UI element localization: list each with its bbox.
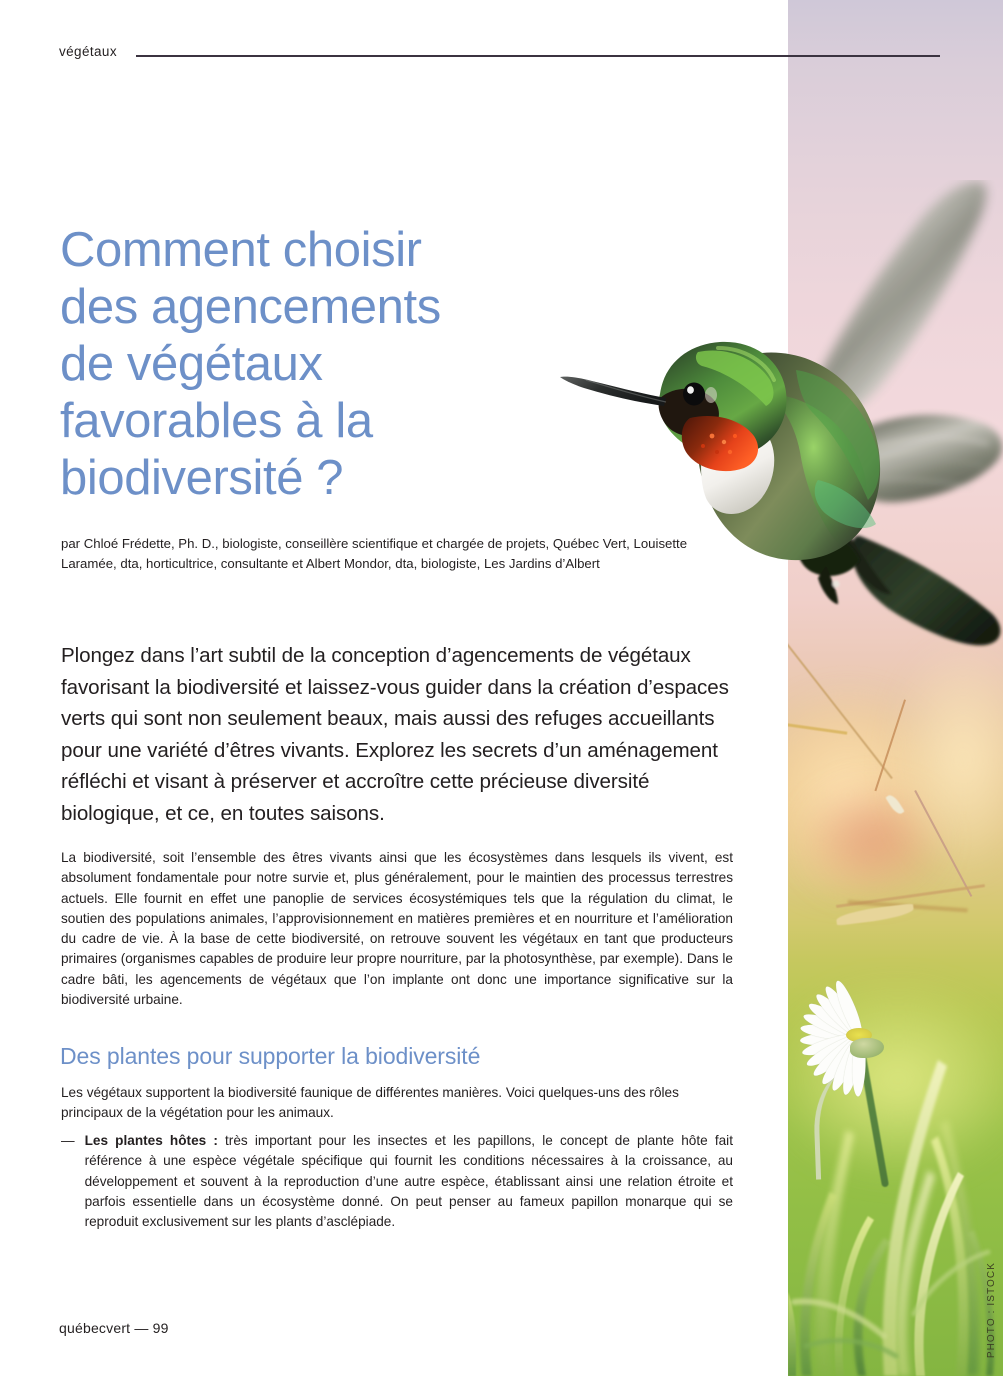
daisy-flower bbox=[796, 988, 946, 1198]
photo-bokeh-bloom bbox=[888, 640, 1003, 880]
daisy-calyx bbox=[850, 1038, 884, 1058]
header-rule bbox=[136, 55, 940, 57]
bullet-rest: très important pour les insectes et les papillons, le concept de plante hôte fait référence à une espèce végétale spécifique qui fournit les conditions nécessaires à la croissance, au développement et souvent à la reproduction d’une autre espèce, établissant ainsi une relation étroite et parfois essentielle dans un écosystème donné. On peut penser au fameux papillon monarque qui se reproduit exclusivement sur les plants d’asclépiade. bbox=[84, 1133, 733, 1230]
page-kicker: végétaux bbox=[59, 44, 117, 59]
bullet-body bbox=[85, 1131, 733, 1232]
page-title: Comment choisir des agencements de végétaux favorables à la biodiversité ? bbox=[60, 223, 441, 505]
bullet-lead-in: Les plantes hôtes : bbox=[84, 1133, 218, 1148]
body-paragraph: La biodiversité, soit l’ensemble des êtres vivants ainsi que les écosystèmes dans lesquels ils vivent, est absolument fondamentale pour notre survie et, plus généralement, pour le maintien des processus terrestres actuels. Elle fournit en effet une panoplie de services écosystémiques tels que la régulation du climat, le soutien des populations animales, l’approvisionnement en matières premières et en nourriture et l’amélioration du cadre de vie. À la base de cette biodiversité, on retrouve souvent les végétaux en tant que producteurs primaires (organismes capables de produire leur propre nourriture, par la photosynthèse, par exemple). Dans le cadre bâti, les agencements de végétaux que l’on implante ont donc une importance significative sur la biodiversité urbaine. bbox=[61, 850, 733, 1008]
daisy-head bbox=[798, 1006, 928, 1064]
hero-photo bbox=[788, 0, 1003, 1376]
section-intro-paragraph: Les végétaux supportent la biodiversité faunique de différentes manières. Voici quelques-uns des rôles principaux de la végétation pour les animaux. bbox=[61, 1085, 679, 1121]
photo-credit: PHOTO : ISTOCK bbox=[986, 1261, 997, 1358]
list-item bbox=[61, 1131, 733, 1232]
lead-paragraph: Plongez dans l’art subtil de la conception d’agencements de végétaux favorisant la biodiversité et laissez-vous guider dans la création d’espaces verts qui sont non seulement beaux, mais aussi des refuges accueillants pour une variété d’êtres vivants. Explorez les secrets d’un aménagement réfléchi et visant à préserver et accroître cette précieuse diversité biologique, et ce, en toutes saisons. bbox=[61, 644, 729, 825]
bullet-dash: — bbox=[61, 1133, 75, 1148]
section-heading: Des plantes pour supporter la biodiversité bbox=[60, 1043, 481, 1069]
byline: par Chloé Frédette, Ph. D., biologiste, conseillère scientifique et chargée de projets, Québec Vert, Louisette Laramée, dta, horticultrice, consultante et Albert Mondor, dta, biologiste, Les Jardins d’Albert bbox=[61, 536, 688, 571]
page-folio: québecvert — 99 bbox=[59, 1320, 169, 1336]
